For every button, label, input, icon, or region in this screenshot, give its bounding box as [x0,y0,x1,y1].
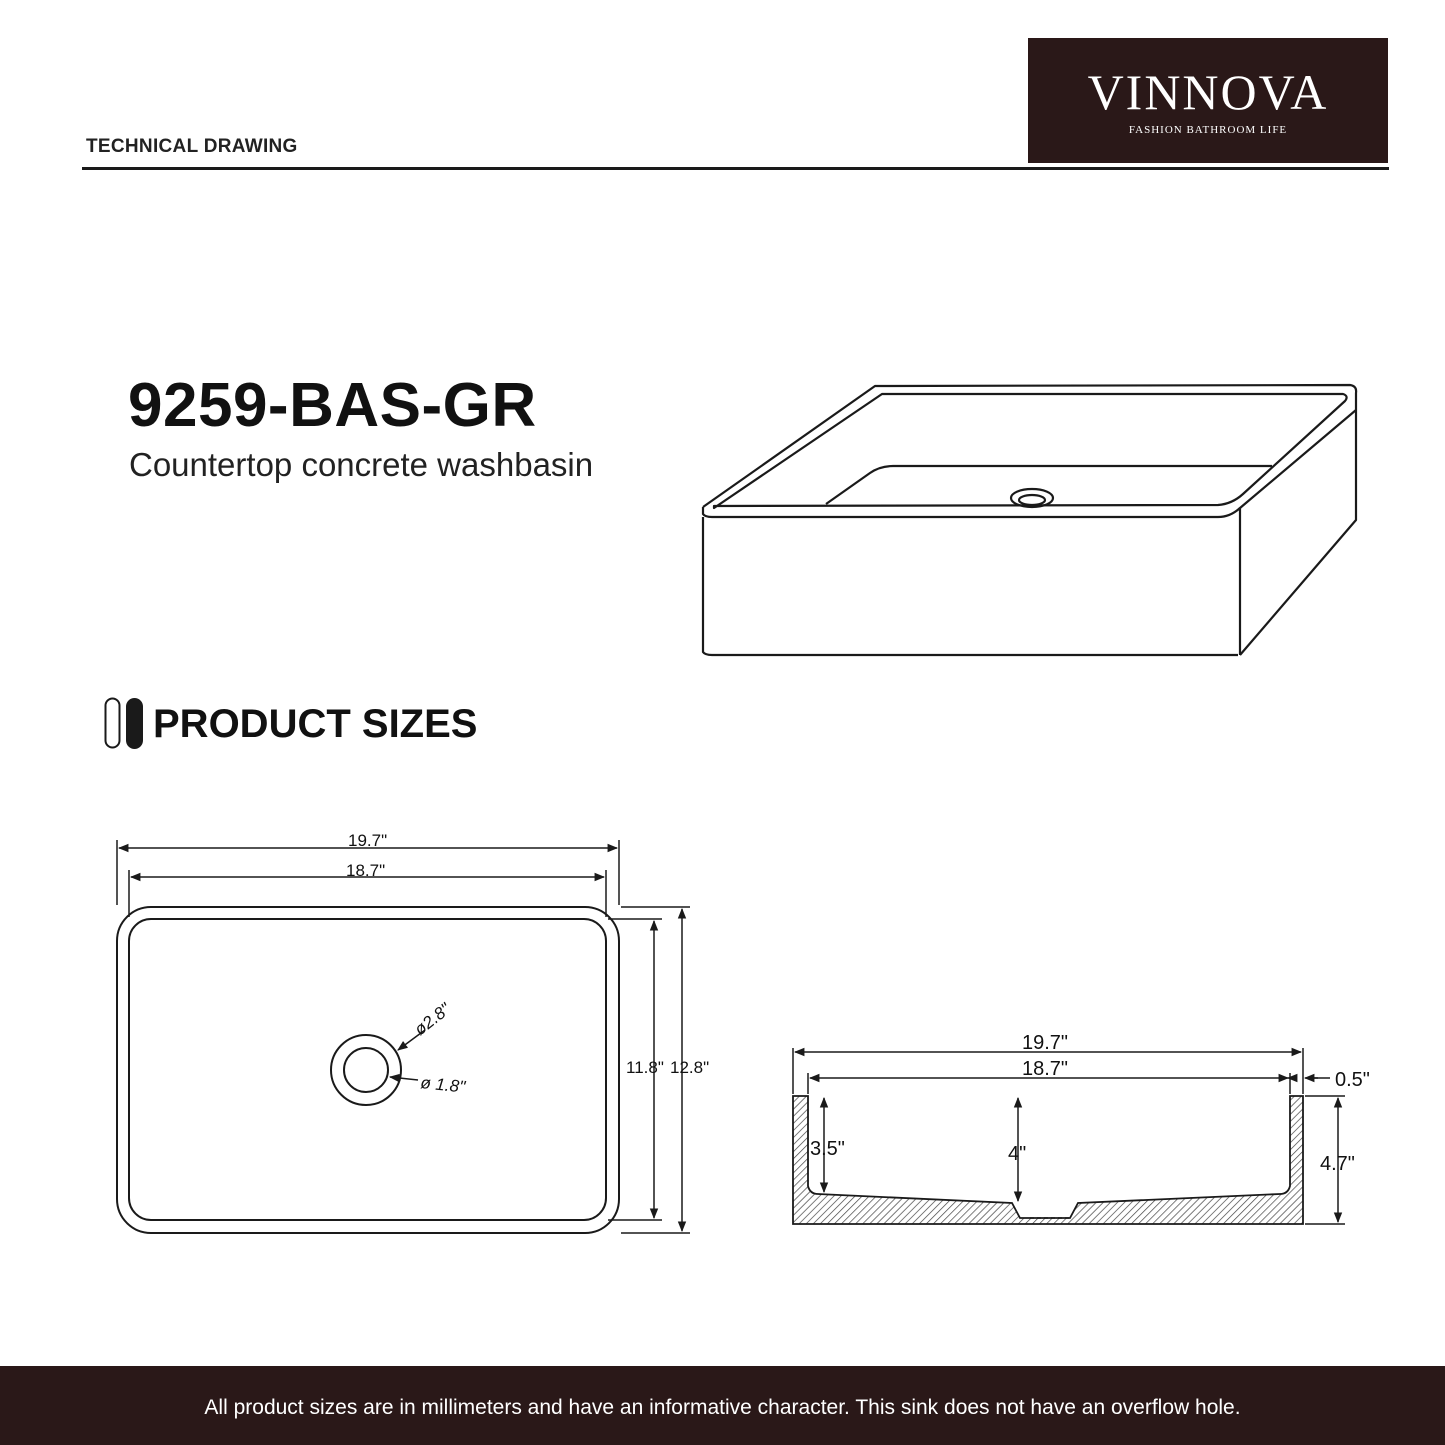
header-label: TECHNICAL DRAWING [86,136,298,157]
logo-tagline: FASHION BATHROOM LIFE [1128,124,1288,136]
footer-note: All product sizes are in millimeters and have an informative character. This sink does not have an overflow hole. [204,1396,1241,1419]
top-inner-width-label: 18.7" [346,861,386,880]
drain-outer-label: ø2.8" [410,999,455,1040]
side-inner-width-label: 18.7" [1022,1058,1069,1080]
side-section-body [793,1096,1303,1224]
side-height-label: 4.7" [1320,1153,1355,1175]
top-inner-depth-label: 11.8" [626,1058,664,1077]
side-wall-label: 0.5" [1335,1069,1370,1091]
product-model: 9259-BAS-GR [128,371,537,440]
top-outer-depth-label: 12.8" [670,1058,710,1077]
side-outer-width-label: 19.7" [1022,1032,1069,1054]
section-title: PRODUCT SIZES [153,702,478,746]
drain-inner-label: ø 1.8" [419,1073,467,1097]
top-outer-width-label: 19.7" [348,831,388,850]
side-center-depth-label: 4" [1008,1143,1027,1165]
logo-name: VINNOVA [1087,64,1329,120]
side-edge-depth-label: 3.5" [810,1138,845,1160]
product-description: Countertop concrete washbasin [129,446,594,483]
